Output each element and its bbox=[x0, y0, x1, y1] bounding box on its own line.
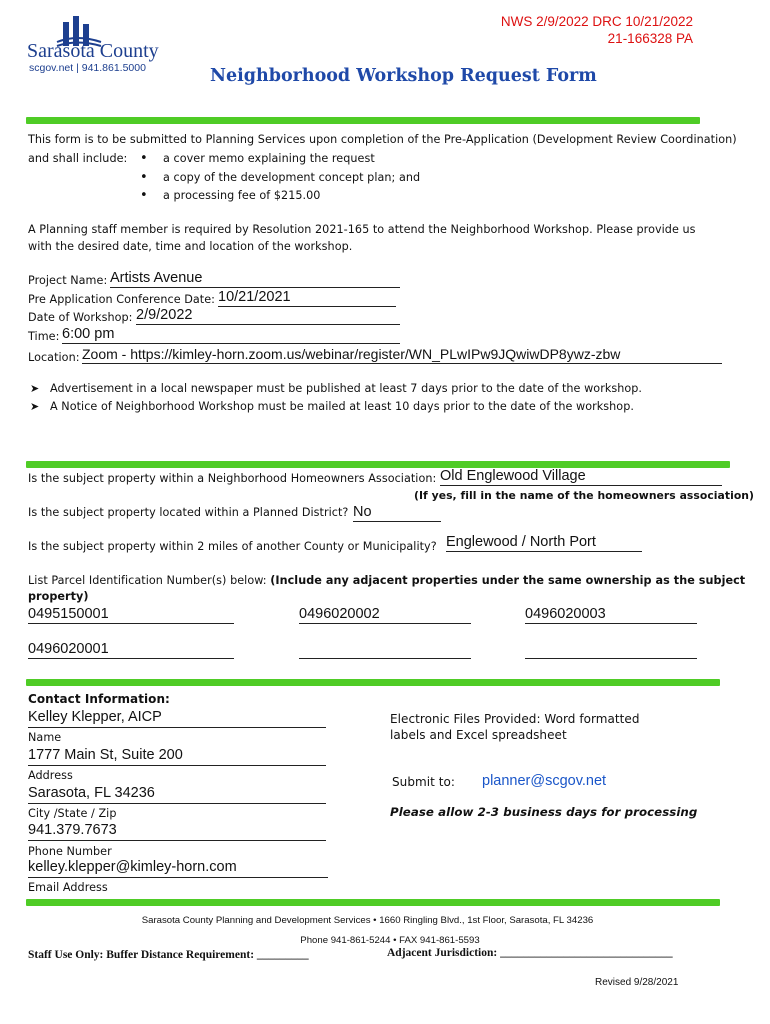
parcel-id-4[interactable]: 0496020001 bbox=[28, 641, 234, 659]
staff-use-only: Staff Use Only: Buffer Distance Requirement: _________ bbox=[28, 949, 309, 961]
divider bbox=[26, 679, 720, 686]
logo-contact: scgov.net | 941.861.5000 bbox=[29, 62, 146, 74]
submit-email-link[interactable]: planner@scgov.net bbox=[482, 773, 607, 789]
footer-phone: Phone 941-861-5244 • FAX 941-861-5593 bbox=[300, 935, 480, 946]
contact-phone-value[interactable]: 941.379.7673 bbox=[28, 822, 326, 841]
contact-email-label: Email Address bbox=[28, 881, 108, 894]
contact-heading: Contact Information: bbox=[28, 692, 170, 706]
contact-address-label: Address bbox=[28, 769, 73, 782]
contact-name-label: Name bbox=[28, 731, 62, 744]
planned-question: Is the subject property located within a Planned District? bbox=[28, 506, 349, 519]
stamp-line-2: 21-166328 PA bbox=[607, 31, 693, 46]
staff-line-2: with the desired date, time and location of the workshop. bbox=[28, 240, 353, 253]
time-value[interactable]: 6:00 pm bbox=[62, 326, 400, 344]
time-label: Time: bbox=[28, 330, 60, 343]
notice-text: Advertisement in a local newspaper must be published at least 7 days prior to the date of the workshop. bbox=[50, 382, 643, 395]
footer-address: Sarasota County Planning and Development Services • 1660 Ringling Blvd., 1st Floor, Sarasota, FL 34236 bbox=[141, 915, 594, 926]
project-name-label: Project Name: bbox=[28, 274, 108, 287]
notice-list bbox=[28, 382, 642, 418]
parcel-note-cont: property) bbox=[28, 590, 89, 603]
parcel-id-2[interactable]: 0496020002 bbox=[299, 606, 471, 624]
planned-value[interactable]: No bbox=[353, 504, 441, 522]
contact-city-label: City /State / Zip bbox=[28, 807, 117, 820]
files-provided-line-2: labels and Excel spreadsheet bbox=[390, 728, 567, 742]
list-item bbox=[28, 400, 642, 418]
divider bbox=[26, 899, 720, 906]
page-title: Neighborhood Workshop Request Form bbox=[210, 66, 597, 86]
arrow-bullet-icon: ➤ bbox=[30, 400, 40, 413]
pre-app-date-value[interactable]: 10/21/2021 bbox=[218, 289, 396, 307]
submit-label: Submit to: bbox=[392, 775, 455, 789]
parcel-instructions bbox=[28, 574, 745, 587]
contact-phone-label: Phone Number bbox=[28, 845, 112, 858]
contact-address-value[interactable]: 1777 Main St, Suite 200 bbox=[28, 747, 326, 766]
intro-line-1: This form is to be submitted to Planning Services upon completion of the Pre-Application (Development Review Coordination) bbox=[28, 133, 737, 146]
list-item: • a processing fee of $215.00 bbox=[137, 189, 420, 208]
project-name-value[interactable]: Artists Avenue bbox=[110, 270, 400, 288]
county-logo bbox=[27, 14, 177, 74]
county-value[interactable]: Englewood / North Port bbox=[446, 534, 642, 552]
workshop-date-label: Date of Workshop: bbox=[28, 311, 133, 324]
divider bbox=[26, 117, 700, 124]
list-item bbox=[28, 382, 642, 400]
requirements-list bbox=[137, 152, 420, 208]
contact-email-value[interactable]: kelley.klepper@kimley-horn.com bbox=[28, 859, 328, 878]
revised-date: Revised 9/28/2021 bbox=[595, 977, 679, 988]
arrow-bullet-icon: ➤ bbox=[30, 382, 40, 395]
adjacent-jurisdiction: Adjacent Jurisdiction: ______________________________ bbox=[387, 947, 673, 959]
workshop-date-value[interactable]: 2/9/2022 bbox=[136, 307, 400, 325]
parcel-id-1[interactable]: 0495150001 bbox=[28, 606, 234, 624]
list-item: • a copy of the development concept plan; and bbox=[137, 171, 420, 190]
contact-city-value[interactable]: Sarasota, FL 34236 bbox=[28, 785, 326, 804]
parcel-id-5[interactable] bbox=[299, 641, 471, 659]
notice-text: A Notice of Neighborhood Workshop must be mailed at least 10 days prior to the date of the workshop. bbox=[50, 400, 634, 413]
county-question: Is the subject property within 2 miles of another County or Municipality? bbox=[28, 540, 437, 553]
staff-line-1: A Planning staff member is required by Resolution 2021-165 to attend the Neighborhood Workshop. Please provide us bbox=[28, 223, 696, 236]
parcel-note: (Include any adjacent properties under the same ownership as the subject bbox=[270, 574, 746, 587]
list-item: • a cover memo explaining the request bbox=[137, 152, 420, 171]
hoa-value[interactable]: Old Englewood Village bbox=[440, 468, 722, 486]
processing-note: Please allow 2-3 business days for processing bbox=[390, 805, 698, 819]
contact-name-value[interactable]: Kelley Klepper, AICP bbox=[28, 709, 326, 728]
hoa-question: Is the subject property within a Neighborhood Homeowners Association: bbox=[28, 472, 437, 485]
parcel-label: List Parcel Identification Number(s) below: bbox=[28, 574, 267, 587]
location-label: Location: bbox=[28, 351, 80, 364]
pre-app-date-label: Pre Application Conference Date: bbox=[28, 293, 216, 306]
stamp-line-1: NWS 2/9/2022 DRC 10/21/2022 bbox=[500, 14, 693, 29]
files-provided-line-1: Electronic Files Provided: Word formatted bbox=[390, 712, 640, 726]
location-value[interactable]: Zoom - https://kimley-horn.zoom.us/webinar/register/WN_PLwIPw9JQwiwDP8ywz-zbw bbox=[82, 346, 722, 364]
parcel-id-6[interactable] bbox=[525, 641, 697, 659]
logo-name: Sarasota County bbox=[27, 40, 159, 62]
intro-line-2-prefix: and shall include: bbox=[28, 152, 128, 165]
parcel-id-3[interactable]: 0496020003 bbox=[525, 606, 697, 624]
divider bbox=[26, 461, 730, 468]
hoa-note: (If yes, fill in the name of the homeowners association) bbox=[414, 489, 755, 502]
